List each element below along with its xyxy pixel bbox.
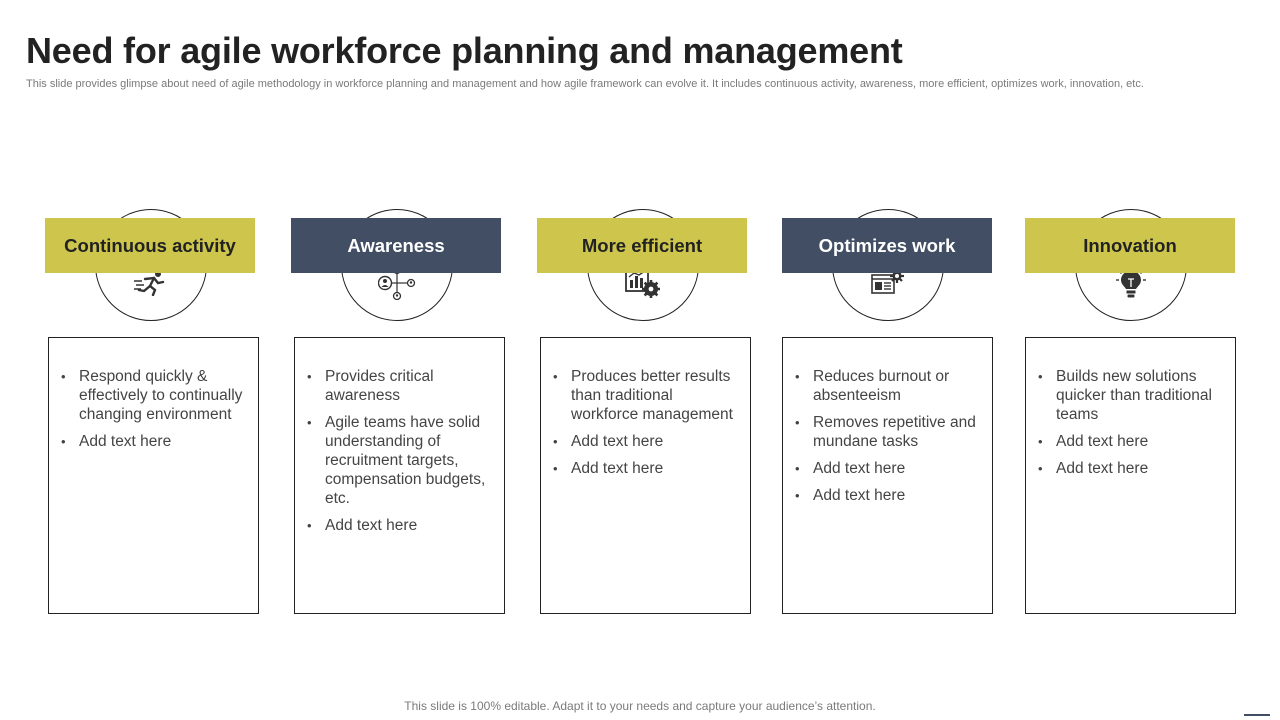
page-title: Need for agile workforce planning and management [26,30,903,71]
column-heading: More efficient [537,218,747,273]
column-card [782,337,993,614]
column-card [48,337,259,614]
bullet-item: • Add text here [1038,432,1221,451]
column-heading: Optimizes work [782,218,992,273]
column-card [540,337,751,614]
column-heading: Continuous activity [45,218,255,273]
footer-note: This slide is 100% editable. Adapt it to your needs and capture your audience’s attention. [404,699,876,713]
column-card [1025,337,1236,614]
bullet-item: • Add text here [307,516,490,535]
column-heading: Awareness [291,218,501,273]
bullet-item: • Add text here [1038,459,1221,478]
bullet-item: • Builds new solutions quicker than traditional teams [1038,367,1221,424]
corner-accent-line [1244,714,1270,716]
column-optimizes-work [782,218,994,618]
column-card [294,337,505,614]
bullet-item: • Agile teams have solid understanding of recruitment targets, compensation budgets, etc. [307,413,490,508]
bullet-item: • Respond quickly & effectively to continually changing environment [61,367,244,424]
bullet-item: • Add text here [61,432,244,451]
bullet-item: • Removes repetitive and mundane tasks [795,413,978,451]
bullet-item: • Add text here [553,432,736,451]
column-heading: Innovation [1025,218,1235,273]
bullet-item: • Provides critical awareness [307,367,490,405]
bullet-item: • Produces better results than traditional workforce management [553,367,736,424]
column-continuous-activity [45,218,257,618]
bullet-item: • Reduces burnout or absenteeism [795,367,978,405]
column-innovation [1025,218,1237,618]
bullet-item: • Add text here [795,486,978,505]
column-awareness [291,218,503,618]
bullet-item: • Add text here [795,459,978,478]
bullet-item: • Add text here [553,459,736,478]
page-subtitle: This slide provides glimpse about need of agile methodology in workforce planning and management and how agile framework can evolve it. It includes continuous activity, awareness, more efficient, optimizes work, innovation, etc. [26,78,1144,90]
column-more-efficient [537,218,749,618]
